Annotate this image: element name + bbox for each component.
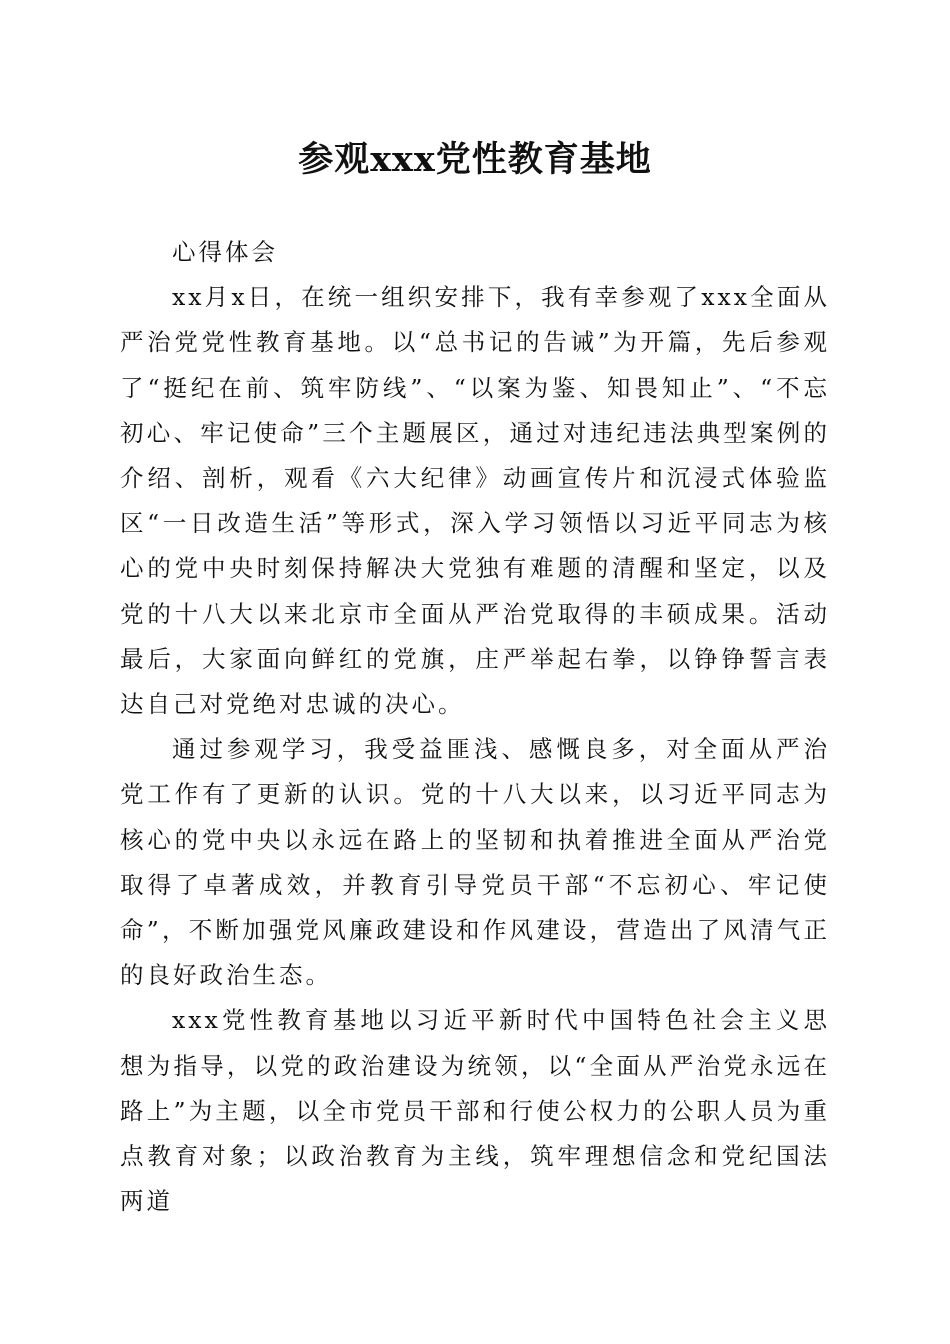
document-body [120, 230, 830, 1224]
paragraph: xxx党性教育基地以习近平新时代中国特色社会主义思想为指导，以党的政治建设为统领，以“全面从严治党永远在路上”为主题，以全市党员干部和行使公权力的公职人员为重点教育对象；以政治教育为主线，筑牢理想信念和党纪国法两道 [120, 1006, 830, 1216]
page-title: 参观xxx党性教育基地 [298, 139, 652, 180]
paragraph: xx月x日，在统一组织安排下，我有幸参观了xxx全面从严治党党性教育基地。以“总书记的告诫”为开篇，先后参观了“挺纪在前、筑牢防线”、“以案为鉴、知畏知止”、“不忘初心、牢记使命”三个主题展区，通过对违纪违法典型案例的介绍、剖析，观看《六大纪律》动画宣传片和沉浸式体验监区“一日改造生活”等形式，深入学习领悟以习近平同志为核心的党中央时刻保持解决大党独有难题的清醒和坚定，以及党的十八大以来北京市全面从严治党取得的丰硕成果。活动最后，大家面向鲜红的党旗，庄严举起右拳，以铮铮誓言表达自己对党绝对忠诚的决心。 [120, 283, 830, 719]
paragraph: 通过参观学习，我受益匪浅、感慨良多，对全面从严治党工作有了更新的认识。党的十八大以来，以习近平同志为核心的党中央以永远在路上的坚韧和执着推进全面从严治党取得了卓著成效，并教育引导党员干部“不忘初心、牢记使命”，不断加强党风廉政建设和作风建设，营造出了风清气正的良好政治生态。 [120, 735, 830, 990]
subtitle: 心得体会 [172, 238, 278, 266]
